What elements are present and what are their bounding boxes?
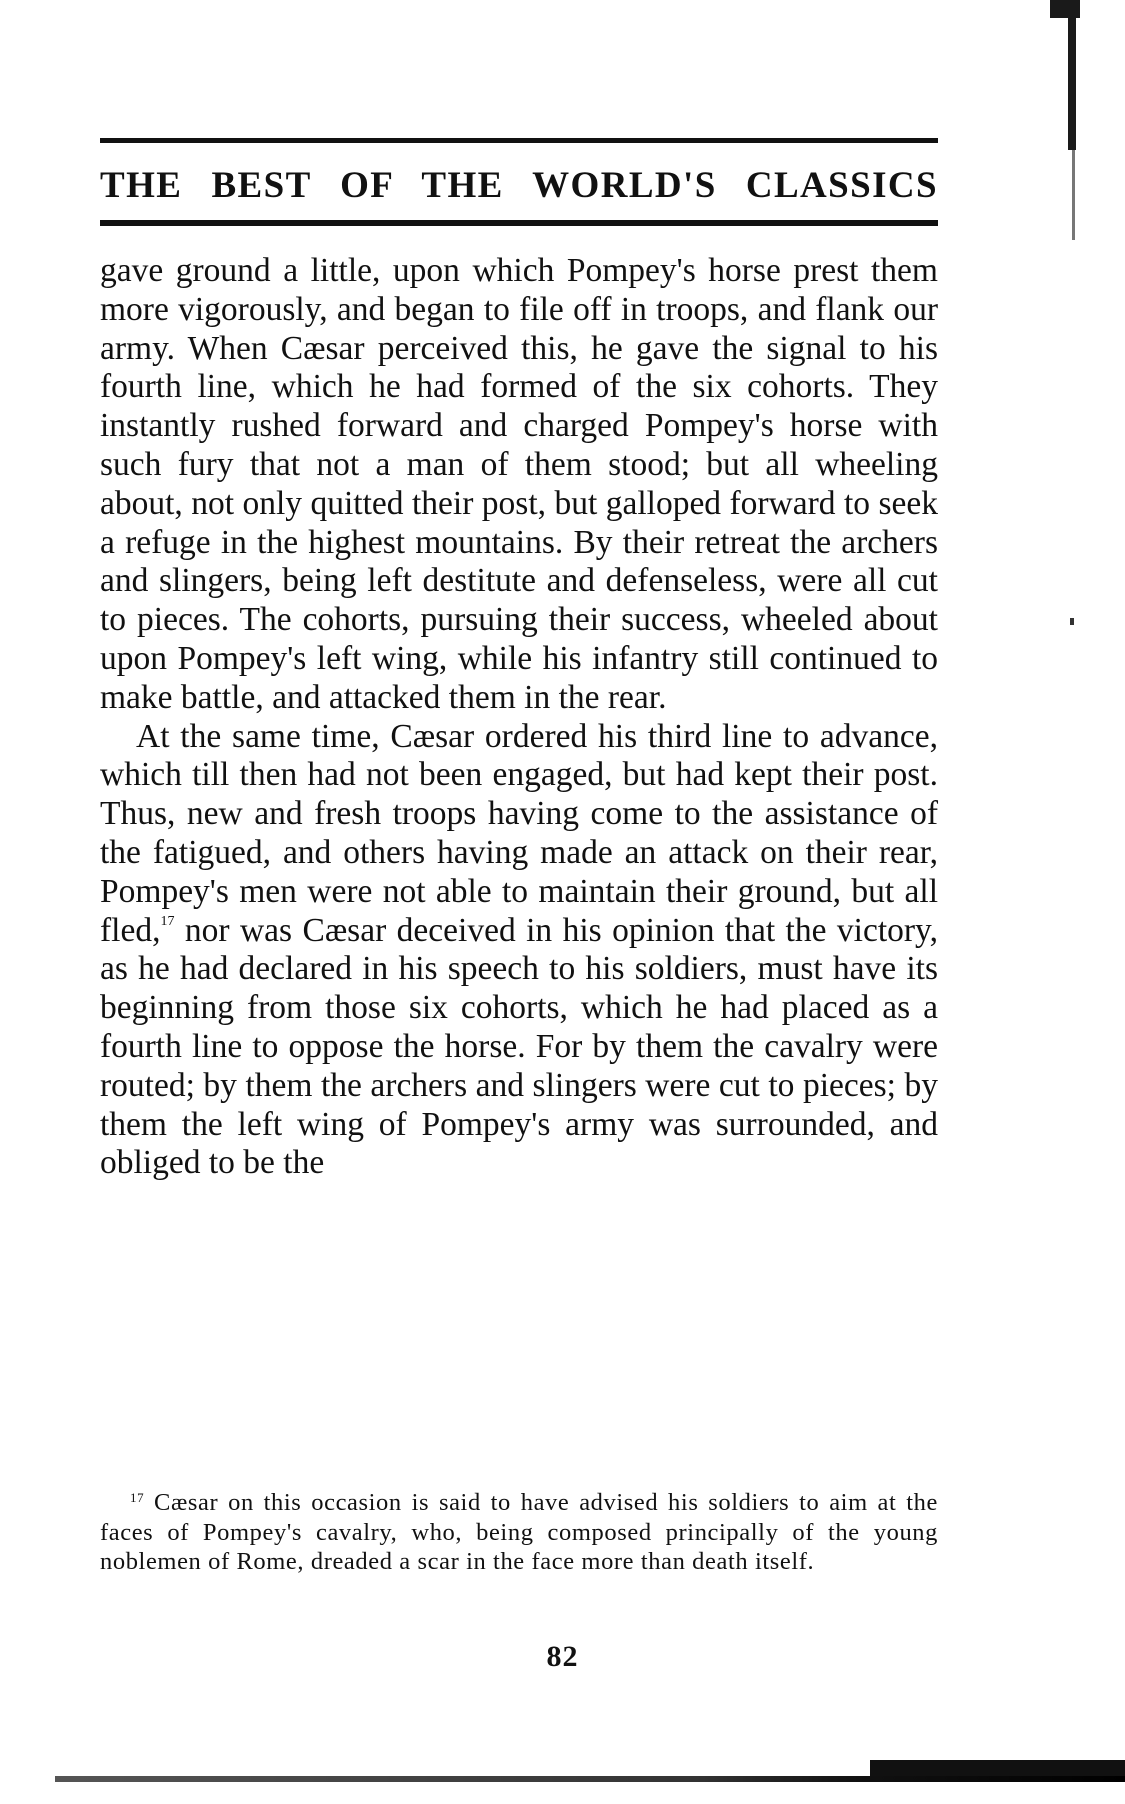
running-head: THE BEST OF THE WORLD'S CLASSICS [100, 165, 938, 206]
footnote-reference: 17 [160, 913, 175, 929]
page-number: 82 [546, 1640, 579, 1673]
header-rule-bottom [100, 220, 938, 226]
binding-mark-faint [1072, 150, 1075, 240]
paragraph-text: At the same time, Cæsar ordered his third line to advance, which till then had not been engaged, but had kept their post. Thus, new and fresh troops having come to the assistance of the fatigued, and others having made an attack on their rear, Pompey's men were not able to maintain their ground, but all fled, [100, 717, 938, 949]
footnote [100, 1488, 938, 1577]
paragraph: gave ground a little, upon which Pompey's horse prest them more vigorously, and began to file off in troops, and flank our army. When Cæsar perceived this, he gave the signal to his fourth line, which he had formed of the six cohorts. They instantly rushed forward and charged Pompey's horse with such fury that not a man of them stood; but all wheeling about, not only quitted their post, but galloped forward to seek a refuge in the highest mountains. By their retreat the archers and slingers, being left destitute and defenseless, were all cut to pieces. The cohorts, pursuing their success, wheeled about upon Pompey's left wing, while his infantry still continued to make battle, and attacked them in the rear. [100, 252, 938, 716]
header-rule-top [100, 138, 938, 143]
paragraph [100, 718, 938, 1184]
footnote-text: Cæsar on this occasion is said to have advised his soldiers to aim at the faces of Pompey's cavalry, who, being composed principally of the young noblemen of Rome, dreaded a scar in the face more than death itself. [100, 1489, 938, 1575]
footnote-paragraph [100, 1488, 938, 1577]
body-text [100, 252, 938, 1183]
bottom-edge-rule [55, 1776, 1125, 1782]
binding-mark-edge [1068, 0, 1076, 150]
margin-speck [1070, 618, 1074, 625]
footnote-number: 17 [130, 1490, 145, 1505]
paragraph-text: nor was Cæsar deceived in his opinion that the victory, as he had declared in his speech to his soldiers, must have its beginning from those six cohorts, which he had placed as a fourth line to oppose the horse. For by them the cavalry were routed; by them the archers and slingers were cut to pieces; by them the left wing of Pompey's army was surrounded, and obliged to be the [100, 911, 938, 1182]
